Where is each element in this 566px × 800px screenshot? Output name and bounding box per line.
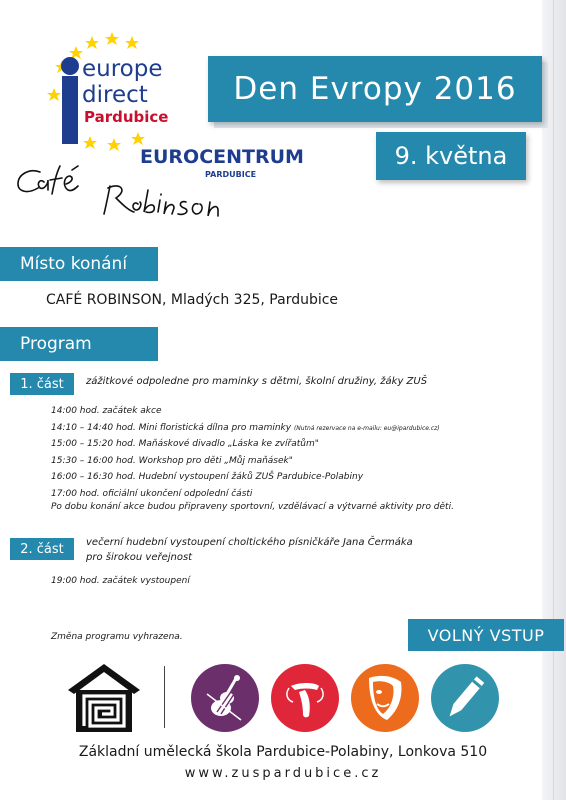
part2-description-line1: večerní hudební vystoupení choltického písničkáře Jana Čermáka (86, 537, 413, 548)
drama-branch-circle (351, 664, 419, 732)
free-entry-badge: VOLNÝ VSTUP (408, 619, 564, 651)
footer-divider (164, 666, 165, 728)
europe-direct-line1: europe (82, 56, 163, 82)
eurocentrum-sub: PARDUBICE (205, 170, 257, 179)
event-date: 9. května (376, 132, 526, 180)
school-website[interactable]: www.zuspardubice.cz (184, 766, 382, 781)
school-logo-icon (68, 664, 140, 732)
part2-label: 2. část (10, 538, 74, 560)
venue-address: CAFÉ ROBINSON, Mladých 325, Pardubice (46, 292, 339, 308)
part2-start: 19:00 hod. začátek vystoupení (51, 576, 190, 586)
cafe-robinson-signature (10, 160, 230, 226)
eurocentrum-logo: EUROCENTRUM (140, 146, 304, 168)
theatre-mask-icon (351, 664, 419, 732)
program-heading: Program (0, 327, 158, 361)
europe-direct-line2: direct (82, 82, 148, 108)
schedule-item: 15:30 – 16:00 hod. Workshop pro děti „Můj maňásek" (51, 455, 293, 466)
visual-art-branch-circle (431, 664, 499, 732)
music-branch-circle (191, 664, 259, 732)
change-note: Změna programu vyhrazena. (51, 632, 183, 642)
europe-direct-logo (40, 28, 200, 154)
part2-description (86, 535, 446, 565)
school-address: Základní umělecká škola Pardubice-Polabiny, Lonkova 510 (78, 744, 488, 760)
europe-direct-city: Pardubice (84, 108, 169, 126)
schedule-item: 15:00 – 15:20 hod. Maňáskové divadlo „Láska ke zvířatům" (51, 439, 319, 449)
all-day-activities: Po dobu konání akce budou připraveny sportovní, vzdělávací a výtvarné aktivity pro děti. (51, 502, 454, 512)
schedule-item: 16:00 – 16:30 hod. Hudební vystoupení žáků ZUŠ Pardubice-Polabiny (51, 472, 364, 482)
schedule-item: 17:00 hod. oficiální ukončení odpolední části (51, 488, 253, 499)
dance-branch-circle (271, 664, 339, 732)
part1-schedule (51, 403, 440, 502)
right-edge-line (553, 0, 554, 800)
ballet-shoe-icon (271, 664, 339, 732)
pencil-icon (431, 664, 499, 732)
violin-icon (191, 664, 259, 732)
event-title: Den Evropy 2016 (208, 56, 542, 122)
part2-description-line2: pro širokou veřejnost (86, 552, 193, 563)
schedule-item: 14:00 hod. začátek akce (51, 406, 162, 416)
part1-label: 1. část (10, 373, 74, 395)
schedule-item: 14:10 – 14:40 hod. Mini floristická dílna pro maminky (Nutná rezervace na e-mailu: eu@ipardubice.cz) (51, 422, 440, 433)
venue-heading: Místo konání (0, 247, 158, 281)
part1-description: zážitkové odpoledne pro maminky s dětmi, školní družiny, žáky ZUŠ (86, 376, 428, 387)
reservation-note: (Nutná rezervace na e-mailu: eu@ipardubice.cz) (293, 424, 440, 432)
